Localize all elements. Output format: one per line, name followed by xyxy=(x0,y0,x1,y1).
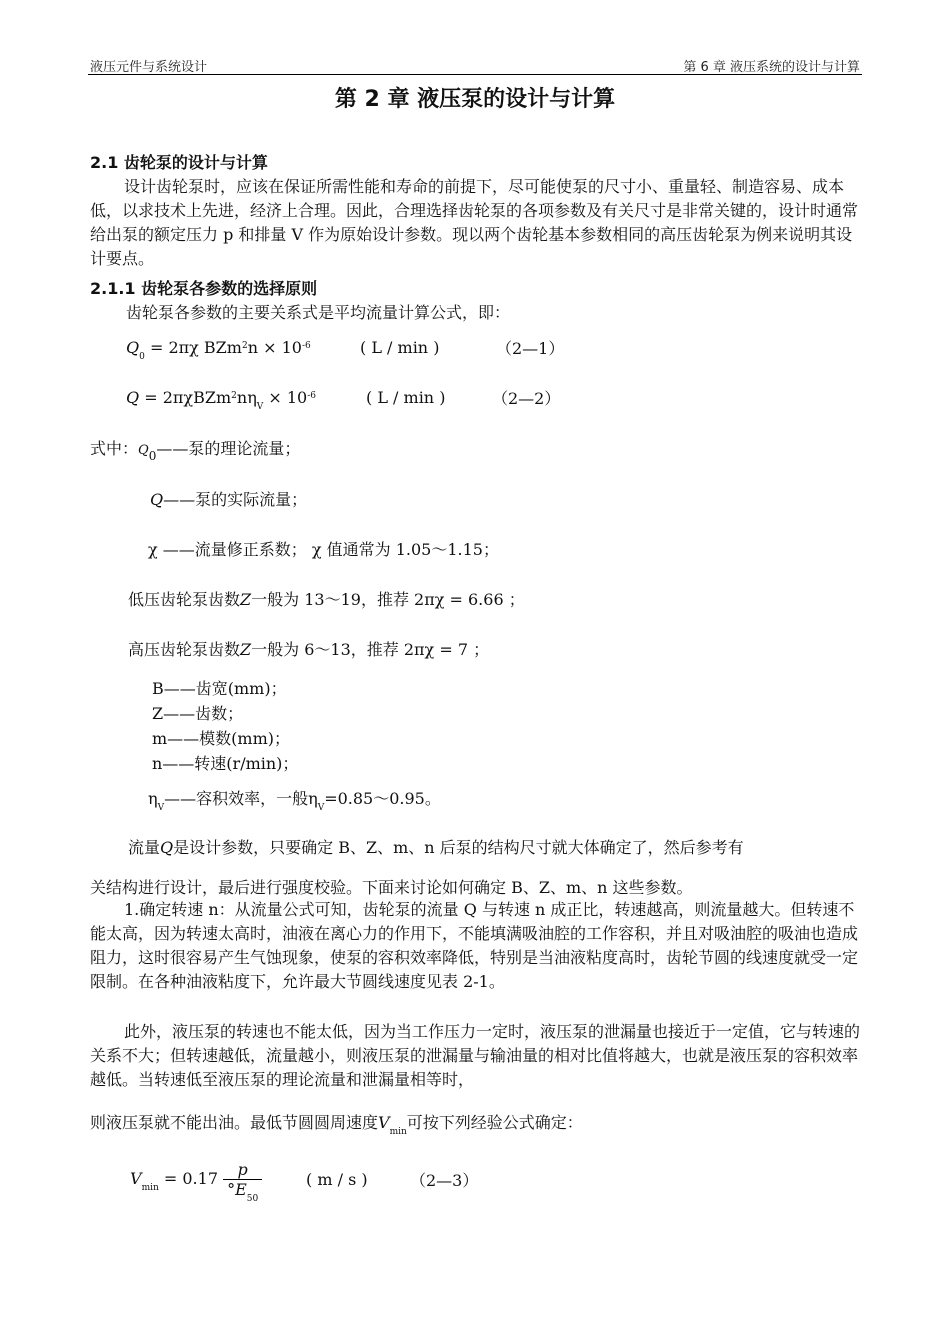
formula-exponent: 2 xyxy=(241,341,248,351)
definition-text: ——容积效率，一般η xyxy=(164,789,318,808)
formula-2-3-number: （2—3） xyxy=(410,1171,479,1190)
definition-subscript: V xyxy=(157,803,165,813)
definition-text: ——泵的实际流量； xyxy=(163,490,308,509)
paragraph-symbol: V xyxy=(378,1113,390,1132)
definition-text: 一般为 6～13，推荐 2πχ = 7 ； xyxy=(251,640,490,659)
definition-text: 一般为 13～19，推荐 2πχ = 6.66 ； xyxy=(251,590,525,609)
definition-lead: 式中： xyxy=(90,439,139,458)
flow-paragraph-line1 xyxy=(128,835,744,858)
formula-symbol: V xyxy=(130,1169,142,1188)
formula-exponent: -6 xyxy=(307,391,316,401)
low-speed-paragraph-last-line xyxy=(90,1110,583,1137)
formula-symbol: Q xyxy=(126,388,140,407)
formula-subscript: min xyxy=(141,1183,159,1193)
definition-symbol: Z xyxy=(240,640,252,659)
definition-low-pressure xyxy=(128,587,525,610)
paragraph-text: 流量 xyxy=(128,838,161,857)
fraction-denominator-subscript: 50 xyxy=(246,1194,259,1204)
paragraph-text: 可按下列经验公式确定： xyxy=(406,1113,583,1132)
definition-symbol: Q xyxy=(138,443,149,458)
running-header-left: 液压元件与系统设计 xyxy=(90,60,208,75)
section-heading-2-1-1: 2.1.1 齿轮泵各参数的选择原则 xyxy=(90,279,318,298)
definition-b: B——齿宽(mm)； xyxy=(152,679,287,698)
paragraph-text: 是设计参数，只要确定 B、Z、m、n 后泵的结构尺寸就大体确定了，然后参考有 xyxy=(173,838,744,857)
running-header-right: 第 6 章 液压系统的设计与计算 xyxy=(683,60,860,75)
definition-text: 低压齿轮泵齿数 xyxy=(128,590,241,609)
fraction-denominator-symbol: °E xyxy=(227,1180,247,1199)
fraction-denominator xyxy=(223,1180,262,1204)
definition-q xyxy=(150,487,307,510)
formula-body: n × 10 xyxy=(247,338,302,357)
definition-subscript: 0 xyxy=(148,449,157,463)
definition-chi: χ ——流量修正系数； χ 值通常为 1.05～1.15； xyxy=(148,540,499,559)
flow-paragraph-line2: 关结构进行设计，最后进行强度校验。下面来讨论如何确定 B、Z、m、n 这些参数。 xyxy=(90,878,693,897)
formula-2-1 xyxy=(126,338,311,362)
definition-symbol: Z xyxy=(240,590,252,609)
definition-n: n——转速(r/min)； xyxy=(152,754,299,773)
paragraph-text: 此外，液压泵的转速也不能太低，因为当工作压力一定时，液压泵的泄漏量也接近于一定值，它与转速的关系不大；但转速越低，流量越小，则液压泵的泄漏量与输油量的相对比值将越大，也就是液压泵的容积效率越低。当转速低至液压泵的理论流量和泄漏量相等时， xyxy=(90,1022,861,1089)
definition-subscript: V xyxy=(317,803,325,813)
definition-symbol: η xyxy=(148,789,158,808)
formula-symbol: Q xyxy=(126,338,140,357)
formula-body: nη xyxy=(236,388,257,407)
paragraph-text: 1.确定转速 n：从流量公式可知，齿轮泵的流量 Q 与转速 n 成正比，转速越高，则流量越大。但转速不能太高，因为转速太高时，油液在离心力的作用下，不能填满吸油腔的工作容积，并且对吸油腔的吸油也造成阻力，这时很容易产生气蚀现象，使泵的容积效率降低，特别是当油液粘度高时，齿轮节圆的线速度就受一定限制。在各种油液粘度下，允许最大节圆线速度见表 2-1。 xyxy=(90,900,859,991)
definition-m: m——模数(mm)； xyxy=(152,729,291,748)
header-rule xyxy=(88,74,862,75)
fraction-numerator: p xyxy=(223,1160,262,1180)
formula-2-2 xyxy=(126,388,316,412)
formula-exponent: -6 xyxy=(301,341,311,351)
low-speed-paragraph xyxy=(90,1020,860,1092)
formula-2-1-unit: ( L / min ) xyxy=(360,338,440,357)
definition-q0 xyxy=(90,436,301,463)
formula-body: = 0.17 xyxy=(163,1169,218,1188)
formula-2-3 xyxy=(130,1160,262,1204)
formula-body: = 2πχ BZm xyxy=(149,338,242,357)
speed-paragraph xyxy=(90,898,860,994)
formula-2-2-number: （2—2） xyxy=(492,389,561,408)
formula-2-2-unit: ( L / min ) xyxy=(366,388,446,407)
section-2-1-paragraph xyxy=(90,175,860,271)
definition-z: Z——齿数； xyxy=(152,704,244,723)
formula-subscript: V xyxy=(256,402,264,412)
paragraph-symbol: Q xyxy=(160,838,174,857)
definition-high-pressure xyxy=(128,637,489,660)
paragraph-text: 设计齿轮泵时，应该在保证所需性能和寿命的前提下，尽可能使泵的尺寸小、重量轻、制造容易、成本低，以求技术上先进，经济上合理。因此，合理选择齿轮泵的各项参数及有关尺寸是非常关键的，设计时通常给出泵的额定压力 p 和排量 V 作为原始设计参数。现以两个齿轮基本参数相同的高压齿轮泵为例来说明其设计要点。 xyxy=(90,177,859,268)
formula-subscript: 0 xyxy=(139,352,145,362)
chapter-title: 第 2 章 液压泵的设计与计算 xyxy=(334,87,616,112)
paragraph-text: 则液压泵就不能出油。最低节圆圆周速度 xyxy=(90,1113,379,1132)
section-2-1-1-intro: 齿轮泵各参数的主要关系式是平均流量计算公式，即： xyxy=(126,303,511,322)
definition-eta xyxy=(148,786,441,813)
definition-text: =0.85～0.95。 xyxy=(324,789,441,808)
formula-body: = 2πχBZm xyxy=(144,388,232,407)
formula-fraction xyxy=(223,1160,262,1204)
formula-exponent: 2 xyxy=(231,391,237,401)
formula-2-3-unit: ( m / s ) xyxy=(306,1170,368,1189)
formula-2-1-number: （2—1） xyxy=(496,339,565,358)
formula-body: × 10 xyxy=(263,388,308,407)
definition-text: ——泵的理论流量； xyxy=(156,439,301,458)
paragraph-subscript: min xyxy=(389,1127,407,1137)
definition-symbol: Q xyxy=(150,490,164,509)
section-heading-2-1: 2.1 齿轮泵的设计与计算 xyxy=(90,153,268,172)
definition-text: 高压齿轮泵齿数 xyxy=(128,640,241,659)
